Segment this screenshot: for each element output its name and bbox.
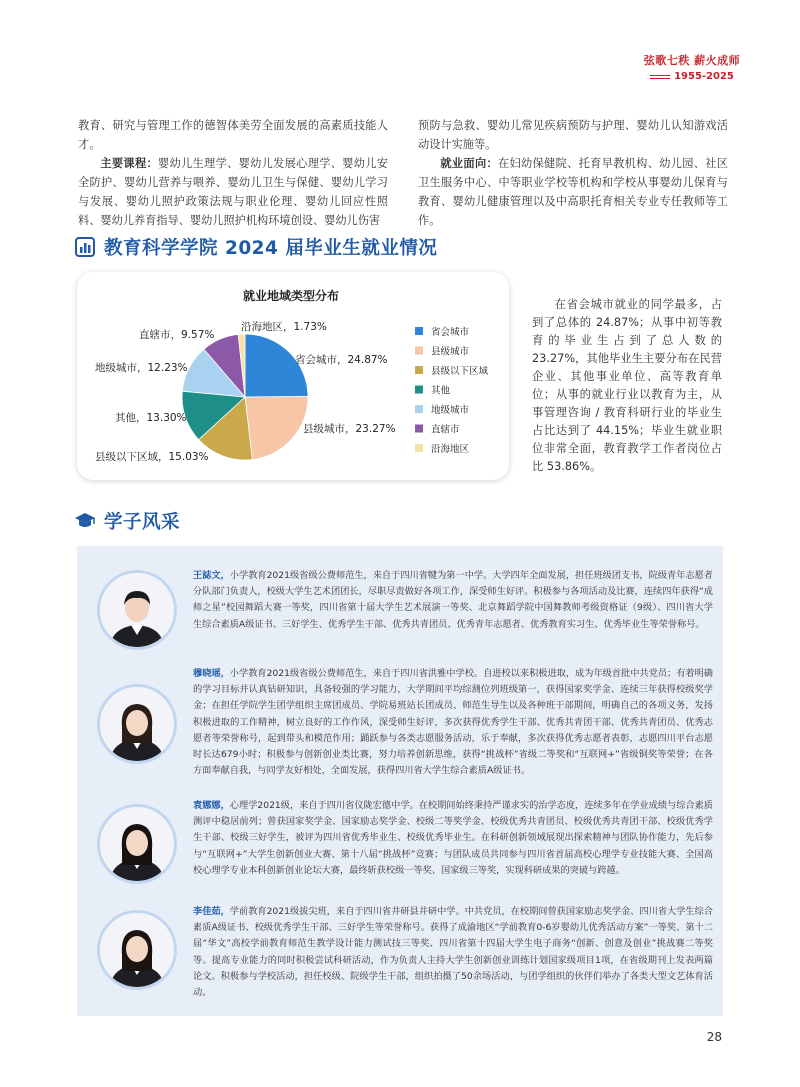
header-years-row: [632, 71, 752, 82]
section-students-heading: 学子风采: [104, 512, 181, 533]
avatar: [97, 910, 177, 990]
section-employment-title: [74, 234, 437, 260]
legend-label-4: 地级城市: [431, 405, 470, 416]
student-description: 小学教育2021级省级公费师范生，来自于四川省洪雅中学校。自进校以来积极进取，成为年级首批中共党员；有着明确的学习目标并认真钻研知识，具备较强的学习能力，大学期间平均综测位列班级第一，获得国家奖学金、连续三年获得校级奖学金；在担任学院学生团学组织主席团成员、学院易班站长团成员、师范生导生以及各种班干部期间，明确自己的各项义务，发扬积极进取的工作精神，树立良好的工作作风，深受师生好评，多次获得优秀学生干部、优秀共青团干部、优秀共青团员、优秀志愿者等荣誉称号，起到带头和模范作用；踊跃参与各类志愿服务活动，乐于奉献，多次获得优秀志愿者表彰，志愿四川平台志愿时长达679小时；积极参与创新创业类比赛，努力培养创新思维，获得“挑战杯”省级二等奖和“互联网+”省级铜奖等荣誉；在各方面奉献自我，与同学友好相处，全面发展，获得四川省大学生综合素质A级证书。: [193, 668, 713, 777]
student-name: 袁娜娜，: [193, 800, 230, 811]
pie-label-1: 县级城市，23.27%: [303, 423, 396, 435]
header-years: 1955-2025: [674, 71, 734, 82]
legend-swatch-1: [415, 347, 423, 355]
student-bio: [193, 798, 713, 879]
bar-chart-icon: [74, 236, 96, 258]
student-bio: [193, 666, 713, 779]
legend-swatch-0: [415, 327, 423, 335]
legend-label-6: 沿海地区: [431, 444, 470, 455]
pie-label-2: 县级以下区域，15.03%: [95, 451, 209, 463]
student-description: 学前教育2021级拔尖班，来自于四川省井研县井研中学。中共党员，在校期间曾获国家励志奖学金、四川省大学生综合素质A级证书、校级优秀学生干部、三好学生等荣誉称号。获得了成渝地区“学前教育0-6岁婴幼儿优秀活动方案”一等奖、第十二届“华文”高校学前教育师范生教学设计能力测试技三等奖、四川省第十四届大学生电子商务“创新、创意及创业”挑战赛二等奖等。提高专业能力的同时积极尝试科研活动，作为负责人主持大学生创新创业训练计划国家级项目1项，在省级期刊上发表两篇论文。积极参与学校活动，担任校级、院级学生干部，组织拍摄了50余场活动，与团学组织的伙伴们举办了各类大型文艺体育活动。: [193, 906, 713, 999]
legend-label-1: 县级城市: [431, 346, 470, 358]
legend-swatch-4: [415, 405, 423, 413]
students-panel: [77, 546, 723, 1016]
employment-label: 就业面向：: [440, 157, 498, 170]
pie-label-6: 沿海地区，1.73%: [241, 321, 327, 333]
legend-label-5: 直辖市: [431, 424, 460, 436]
header-badge: [632, 52, 752, 82]
avatar: [97, 684, 177, 764]
intro-left-para2: [78, 154, 388, 230]
chart-description: 在省会城市就业的同学最多，占到了总体的 24.87%；从事中初等教育的毕业生占到了总人数的 23.27%，其他毕业生主要分布在民营企业、其他事业单位、高等教育单位；从事的就业行业以教育为主，从事管理咨询 / 教育科研行业的毕业生占比达到了 44.15%；毕业生就业职位非常全面，教育教学工作者岗位占比 53.86%。: [532, 298, 722, 473]
section-employment-heading: 教育科学学院 2024 届毕业生就业情况: [104, 238, 438, 259]
pie-label-4: 地级城市，12.23%: [95, 362, 188, 374]
pie-label-5: 直辖市，9.57%: [139, 329, 215, 341]
header-slogan: 弦歌七秩 薪火成师: [643, 54, 741, 67]
courses-label: 主要课程：: [100, 157, 158, 170]
legend-label-2: 县级以下区域: [431, 366, 489, 377]
legend-swatch-3: [415, 386, 423, 394]
intro-right-para2: [418, 154, 728, 230]
intro-right-para1: 预防与急救、婴幼儿常见疾病预防与护理、婴幼儿认知游戏活动设计实施等。: [418, 119, 728, 151]
legend-label-0: 省会城市: [431, 327, 470, 338]
student-description: 小学教育2021级省级公费师范生，来自于四川省犍为第一中学。大学四年全面发展，担任班级团支书，院级青年志愿者分队部门负责人，校级大学生艺术团团长，尽职尽责做好各项工作，深受师生好评。积极参与各项活动及比赛，连续四年获得“成师之星”校园舞蹈大赛一等奖，四川省第十届大学生艺术展演一等奖、北京舞蹈学院中国舞教师考级资格证（9级）、四川省大学生综合素质A级证书、三好学生、优秀学生干部、优秀共青团员、优秀青年志愿者、优秀教育实习生、优秀毕业生等荣誉称号。: [193, 570, 713, 630]
avatar: [97, 804, 177, 884]
header-line-left: [650, 75, 670, 79]
student-name: 李佳茹，: [193, 906, 230, 917]
student-bio: [193, 904, 713, 1001]
intro-right-column: [418, 116, 728, 230]
pie-label-0: 省会城市，24.87%: [295, 354, 388, 366]
graduation-cap-icon: [74, 510, 96, 532]
chart-title: 就业地域类型分布: [242, 289, 340, 303]
page-number: 28: [706, 1030, 722, 1044]
intro-columns: [78, 116, 728, 230]
legend-label-3: 其他: [431, 385, 451, 397]
legend-swatch-6: [415, 444, 423, 452]
student-bio: [193, 568, 713, 633]
legend-swatch-2: [415, 366, 423, 374]
intro-left-para1: 教育、研究与管理工作的德智体美劳全面发展的高素质技能人才。: [78, 119, 388, 151]
intro-left-column: [78, 116, 388, 230]
courses-text: 婴幼儿生理学、婴幼儿发展心理学、婴幼儿安全防护、婴幼儿营养与喂养、婴幼儿卫生与保健、婴幼儿学习与发展、婴幼儿照护政策法规与职业伦理、婴幼儿回应性照料、婴幼儿养育指导、婴幼儿照护机构环境创设、婴幼儿伤害: [78, 157, 388, 227]
avatar: [97, 570, 177, 650]
section-students-title: [74, 508, 180, 534]
student-name: 穆晓瑶，: [193, 668, 230, 679]
pie-chart-card: [77, 272, 509, 480]
pie-chart: [77, 272, 509, 480]
student-name: 王誌文，: [193, 570, 230, 581]
employment-text: 在妇幼保健院、托育早教机构、幼儿园、社区卫生服务中心、中等职业学校等机构和学校从事婴幼儿保育与教育、婴幼儿健康管理以及中高职托育相关专业专任教师等工作。: [418, 157, 728, 227]
pie-label-3: 其他，13.30%: [115, 412, 187, 424]
pie-slice-1: [245, 396, 308, 459]
legend-swatch-5: [415, 425, 423, 433]
student-description: 心理学2021级，来自于四川省仪陇宏德中学。在校期间始终秉持严谨求实的治学态度，连续多年在学业成绩与综合素质测评中稳居前列；曾获国家奖学金、国家励志奖学金、校级二等奖学金、校级优秀共青团员、校级优秀共青团干部、校级优秀学生干部、校级三好学生，被评为四川省优秀毕业生、校级优秀毕业生。在科研创新领域展现出探索精神与团队协作能力，先后参与“互联网+”大学生创新创业大赛、第十八届“挑战杯”竞赛；与团队成员共同参与四川省首届高校心理学专业技能大赛、全国高校心理学专业本科创新创业论坛大赛，最终斩获校级一等奖、国家级三等奖，实现科研成果的突破与跨越。: [193, 800, 713, 876]
